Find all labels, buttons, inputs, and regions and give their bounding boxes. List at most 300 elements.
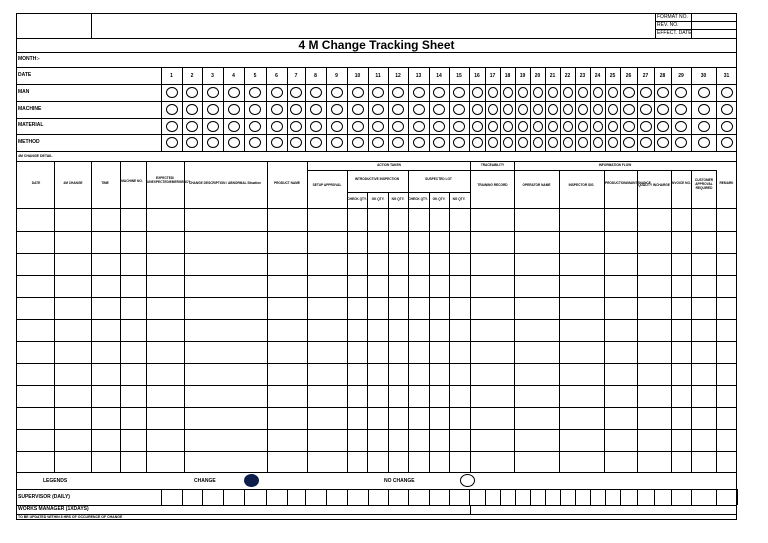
manager-bottom-line	[16, 514, 737, 515]
status-circle[interactable]	[228, 87, 240, 98]
day-number: 29	[678, 73, 684, 79]
status-circle[interactable]	[563, 104, 573, 115]
signoff-divider	[737, 489, 738, 505]
row-label-method: METHOD	[18, 139, 40, 145]
signoff-divider	[408, 489, 409, 505]
status-circle[interactable]	[271, 104, 283, 115]
status-circle[interactable]	[698, 87, 710, 98]
status-circle[interactable]	[472, 104, 483, 115]
date-row-bottom	[16, 84, 737, 85]
status-circle[interactable]	[352, 87, 364, 98]
signoff-divider	[637, 489, 638, 505]
table-col-divider	[429, 192, 430, 472]
status-circle[interactable]	[623, 121, 635, 132]
table-row-line	[16, 429, 737, 430]
table-col-divider	[604, 170, 605, 472]
signoff-divider	[590, 489, 591, 505]
status-circle[interactable]	[488, 104, 498, 115]
signoff-divider	[671, 489, 672, 505]
status-circle[interactable]	[352, 104, 364, 115]
row-label-machine: MACHINE	[18, 106, 42, 112]
table-row-line	[16, 297, 737, 298]
day-divider	[530, 67, 531, 151]
status-circle[interactable]	[472, 121, 483, 132]
day-number: 2	[190, 73, 194, 79]
status-circle[interactable]	[563, 121, 573, 132]
signoff-divider	[202, 489, 203, 505]
signoff-divider	[691, 489, 692, 505]
status-circle[interactable]	[249, 137, 261, 148]
title-bottom-line	[16, 52, 737, 53]
status-circle[interactable]	[166, 87, 178, 98]
status-circle[interactable]	[392, 121, 404, 132]
signoff-divider	[560, 489, 561, 505]
legend-bottom-line	[16, 489, 737, 490]
day-divider	[620, 67, 621, 151]
day-divider	[500, 67, 501, 151]
day-divider	[244, 67, 245, 151]
day-number: 9	[335, 73, 338, 79]
status-circle[interactable]	[657, 121, 669, 132]
status-circle[interactable]	[698, 104, 710, 115]
table-col-divider	[408, 170, 409, 472]
status-circle[interactable]	[608, 87, 618, 98]
signoff-divider	[716, 489, 717, 505]
status-circle[interactable]	[413, 137, 425, 148]
status-circle[interactable]	[271, 87, 283, 98]
status-circle[interactable]	[488, 137, 498, 148]
status-circle[interactable]	[207, 121, 219, 132]
status-circle[interactable]	[721, 87, 733, 98]
day-number: 25	[609, 73, 616, 79]
status-circle[interactable]	[290, 104, 302, 115]
status-circle[interactable]	[640, 104, 652, 115]
status-circle[interactable]	[228, 121, 240, 132]
table-col-divider	[691, 170, 692, 472]
status-circle[interactable]	[413, 87, 425, 98]
table-col-divider	[637, 170, 638, 472]
signoff-divider	[485, 489, 486, 505]
day-number: 11	[375, 73, 381, 79]
status-circle[interactable]	[518, 87, 528, 98]
table-col-divider	[559, 170, 560, 472]
signoff-divider	[620, 489, 621, 505]
table-row-line	[16, 407, 737, 408]
table-row-line	[16, 385, 737, 386]
signoff-divider	[326, 489, 327, 505]
day-divider	[368, 67, 369, 151]
status-circle[interactable]	[372, 87, 384, 98]
status-circle[interactable]	[310, 121, 322, 132]
col-inspector-sig: INSPECTOR SIG.	[568, 183, 595, 187]
table-col-divider	[347, 170, 348, 472]
day-number: 16	[474, 73, 480, 79]
day-number: 22	[564, 73, 571, 79]
signoff-divider	[654, 489, 655, 505]
day-number: 21	[549, 73, 556, 79]
grid-label-divider	[161, 67, 162, 151]
status-circle[interactable]	[518, 121, 528, 132]
status-circle[interactable]	[578, 121, 588, 132]
man-row-bottom	[16, 101, 737, 102]
day-divider	[223, 67, 224, 151]
status-circle[interactable]	[290, 137, 302, 148]
status-circle[interactable]	[433, 104, 445, 115]
status-circle[interactable]	[166, 137, 178, 148]
day-divider	[388, 67, 389, 151]
status-circle[interactable]	[472, 137, 483, 148]
status-circle[interactable]	[249, 87, 261, 98]
col-date: DATE	[31, 181, 41, 185]
status-circle[interactable]	[433, 137, 445, 148]
table-row-line	[16, 319, 737, 320]
footnote: TO BE UPDATED WITHIN 8 HRS OF OCCURENCE OF CHANGE	[18, 515, 123, 519]
status-circle[interactable]	[548, 87, 558, 98]
signoff-divider	[449, 489, 450, 505]
day-divider	[605, 67, 606, 151]
status-circle[interactable]	[533, 137, 543, 148]
rev-no-label: REV. NO.	[657, 22, 679, 28]
status-circle[interactable]	[392, 104, 404, 115]
day-divider	[347, 67, 348, 151]
table-col-divider	[716, 170, 717, 472]
day-number: 15	[456, 73, 462, 79]
status-circle[interactable]	[503, 87, 513, 98]
day-divider	[469, 67, 470, 151]
table-row-line	[16, 253, 737, 254]
status-circle[interactable]	[488, 121, 498, 132]
signoff-divider	[469, 489, 470, 505]
legend-no-change-label: NO CHANGE	[384, 478, 415, 484]
status-circle[interactable]	[548, 121, 558, 132]
status-circle[interactable]	[623, 104, 635, 115]
status-circle[interactable]	[453, 121, 465, 132]
signoff-divider	[575, 489, 576, 505]
day-divider	[449, 67, 450, 151]
table-row-line	[16, 451, 737, 452]
col-training-record: TRAINING RECORD	[477, 183, 508, 187]
month-bottom-line	[16, 67, 737, 68]
status-circle[interactable]	[392, 87, 404, 98]
row-label-material: MATERIAL	[18, 122, 44, 128]
detail-label: 4M CHANGE DETAIL	[18, 154, 53, 158]
status-circle[interactable]	[503, 104, 513, 115]
status-circle[interactable]	[271, 137, 283, 148]
day-divider	[637, 67, 638, 151]
status-circle[interactable]	[186, 87, 198, 98]
header-meta-divider	[655, 13, 656, 38]
page-title: 4 M Change Tracking Sheet	[298, 38, 455, 52]
material-row-bottom	[16, 134, 737, 135]
status-circle[interactable]	[675, 137, 687, 148]
col-customer-approval: CUSTOMER APPROVAL REQUIRED	[694, 178, 714, 190]
col-description: CHANGE DESCRIPTION / ABNORMAL Situation	[188, 181, 262, 185]
status-circle[interactable]	[503, 137, 513, 148]
status-circle[interactable]	[488, 87, 498, 98]
col-expected: EXPECTED/ UNEXPECTED/EMERGENCY	[147, 176, 191, 184]
action-subheader-line	[307, 170, 716, 171]
status-circle[interactable]	[593, 87, 603, 98]
day-divider	[202, 67, 203, 151]
col-lot-ng: NG QTY.	[452, 197, 466, 201]
change-filled-circle-icon	[244, 474, 259, 487]
day-number: 7	[294, 73, 298, 79]
status-circle[interactable]	[593, 137, 603, 148]
day-divider	[560, 67, 561, 151]
table-row-line	[16, 231, 737, 232]
status-circle[interactable]	[186, 137, 198, 148]
col-intro-inspection: INTRODUCTIVE INSPECTION	[354, 177, 400, 181]
col-product-name: PRODUCT NAME	[273, 181, 301, 185]
status-circle[interactable]	[698, 137, 710, 148]
day-number: 30	[700, 73, 707, 79]
status-circle[interactable]	[623, 87, 635, 98]
status-circle[interactable]	[518, 104, 528, 115]
signoff-divider	[287, 489, 288, 505]
day-number: 24	[594, 73, 601, 79]
status-circle[interactable]	[721, 121, 733, 132]
col-remark: REMARK	[719, 181, 734, 185]
status-circle[interactable]	[413, 121, 425, 132]
day-number: 17	[489, 73, 496, 79]
status-circle[interactable]	[593, 104, 603, 115]
status-circle[interactable]	[372, 104, 384, 115]
machine-row-bottom	[16, 118, 737, 119]
status-circle[interactable]	[657, 87, 669, 98]
status-circle[interactable]	[310, 87, 322, 98]
status-circle[interactable]	[207, 137, 219, 148]
row-label-man: MAN	[18, 89, 30, 95]
day-divider	[408, 67, 409, 151]
col-lot-ok: OK QTY.	[432, 197, 446, 201]
col-intro-ng: NG QTY.	[391, 197, 405, 201]
status-circle[interactable]	[207, 87, 219, 98]
status-circle[interactable]	[675, 87, 687, 98]
status-circle[interactable]	[166, 104, 178, 115]
col-intro-ok: OK QTY.	[371, 197, 385, 201]
status-circle[interactable]	[331, 121, 343, 132]
effect-date-label: EFFECT. DATE	[657, 30, 692, 36]
day-number: 1	[170, 73, 173, 79]
signoff-divider	[515, 489, 516, 505]
col-operator-name: OPERATOR NAME	[522, 183, 551, 187]
status-circle[interactable]	[640, 137, 652, 148]
no-change-empty-circle-icon	[460, 474, 475, 487]
status-circle[interactable]	[249, 104, 261, 115]
signoff-divider	[530, 489, 531, 505]
status-circle[interactable]	[290, 87, 302, 98]
day-number: 23	[579, 73, 586, 79]
status-circle[interactable]	[518, 137, 528, 148]
status-circle[interactable]	[331, 137, 343, 148]
day-divider	[654, 67, 655, 151]
status-circle[interactable]	[698, 121, 710, 132]
day-divider	[326, 67, 327, 151]
col-setup-approval: SETUP APPROVAL	[312, 183, 342, 187]
status-circle[interactable]	[503, 121, 513, 132]
status-circle[interactable]	[433, 87, 445, 98]
day-divider	[429, 67, 430, 151]
status-circle[interactable]	[207, 104, 219, 115]
status-circle[interactable]	[548, 104, 558, 115]
day-divider	[266, 67, 267, 151]
day-divider	[545, 67, 546, 151]
status-circle[interactable]	[453, 87, 465, 98]
signoff-divider	[545, 489, 546, 505]
manager-label: WORKS MANAGER (1XDAYS)	[18, 506, 89, 512]
signoff-divider	[347, 489, 348, 505]
month-label: MONTH:-	[18, 56, 40, 62]
legend-change-label: CHANGE	[194, 478, 216, 484]
signoff-divider	[429, 489, 430, 505]
status-circle[interactable]	[290, 121, 302, 132]
day-divider	[305, 67, 306, 151]
status-circle[interactable]	[472, 87, 483, 98]
legend-label: LEGENDS	[43, 478, 68, 484]
col-traceability: TRACEABILITY	[480, 163, 505, 167]
day-divider	[691, 67, 692, 151]
method-row-bottom	[16, 151, 737, 152]
status-circle[interactable]	[352, 121, 364, 132]
day-divider	[590, 67, 591, 151]
col-information-flow: INFORMATION FLOW	[598, 163, 632, 167]
day-number: 13	[415, 73, 422, 79]
status-circle[interactable]	[372, 137, 384, 148]
supervisor-label: SUPERVISOR (DAILY)	[18, 494, 70, 500]
day-number: 3	[211, 73, 214, 79]
status-circle[interactable]	[453, 137, 465, 148]
status-circle[interactable]	[578, 104, 588, 115]
day-number: 10	[354, 73, 361, 79]
status-circle[interactable]	[608, 121, 618, 132]
status-circle[interactable]	[433, 121, 445, 132]
status-circle[interactable]	[249, 121, 261, 132]
status-circle[interactable]	[675, 121, 687, 132]
day-number: 8	[314, 73, 317, 79]
status-circle[interactable]	[533, 87, 543, 98]
day-divider	[671, 67, 672, 151]
col-invoice-no: INVOICE NO.	[671, 181, 691, 185]
col-intro-check: CHECK QTY.	[347, 197, 367, 201]
status-circle[interactable]	[186, 104, 198, 115]
status-circle[interactable]	[721, 137, 733, 148]
status-circle[interactable]	[310, 104, 322, 115]
day-divider	[182, 67, 183, 151]
signoff-divider	[244, 489, 245, 505]
status-circle[interactable]	[413, 104, 425, 115]
status-circle[interactable]	[228, 104, 240, 115]
supervisor-bottom-line	[16, 505, 737, 506]
status-circle[interactable]	[166, 121, 178, 132]
status-circle[interactable]	[657, 137, 669, 148]
date-label: DATE	[18, 72, 32, 78]
day-number: 28	[659, 73, 666, 79]
table-col-divider	[367, 192, 368, 472]
status-circle[interactable]	[608, 137, 618, 148]
day-number: 19	[519, 73, 526, 79]
status-circle[interactable]	[352, 137, 364, 148]
table-row-line	[16, 275, 737, 276]
signoff-divider	[388, 489, 389, 505]
status-circle[interactable]	[331, 104, 343, 115]
col-4m-change: 4M CHANGE	[63, 181, 83, 185]
status-circle[interactable]	[310, 137, 322, 148]
status-circle[interactable]	[331, 87, 343, 98]
status-circle[interactable]	[578, 137, 588, 148]
signoff-divider	[305, 489, 306, 505]
day-number: 26	[625, 73, 632, 79]
day-divider	[287, 67, 288, 151]
day-number: 6	[275, 73, 278, 79]
day-divider	[485, 67, 486, 151]
day-number: 20	[534, 73, 541, 79]
day-number: 12	[395, 73, 401, 79]
status-circle[interactable]	[548, 137, 558, 148]
col-machine-no: MACHINE NO.	[121, 179, 143, 183]
status-circle[interactable]	[657, 104, 669, 115]
status-circle[interactable]	[453, 104, 465, 115]
detail-label-bottom	[16, 161, 737, 162]
status-circle[interactable]	[533, 121, 543, 132]
signoff-divider	[266, 489, 267, 505]
status-circle[interactable]	[640, 121, 652, 132]
day-number: 18	[504, 73, 511, 79]
status-circle[interactable]	[372, 121, 384, 132]
status-circle[interactable]	[578, 87, 588, 98]
table-col-divider	[671, 170, 672, 472]
signoff-divider	[470, 505, 471, 514]
table-col-divider	[449, 192, 450, 472]
status-circle[interactable]	[721, 104, 733, 115]
status-circle[interactable]	[593, 121, 603, 132]
day-divider	[515, 67, 516, 151]
day-number: 5	[253, 73, 257, 79]
format-no-label: FORMAT NO.	[657, 14, 688, 20]
status-circle[interactable]	[640, 87, 652, 98]
table-row-line	[16, 341, 737, 342]
table-row-line	[16, 363, 737, 364]
status-circle[interactable]	[533, 104, 543, 115]
col-time: TIME	[101, 181, 109, 185]
status-circle[interactable]	[271, 121, 283, 132]
day-number: 31	[723, 73, 730, 79]
col-action-taken: ACTION TAKEN	[377, 163, 401, 167]
status-circle[interactable]	[623, 137, 635, 148]
table-col-divider	[388, 192, 389, 472]
status-circle[interactable]	[563, 87, 573, 98]
table-header-bottom	[16, 208, 737, 209]
header-logo-divider	[91, 13, 92, 38]
signoff-divider	[368, 489, 369, 505]
day-divider	[716, 67, 717, 151]
status-circle[interactable]	[675, 104, 687, 115]
day-number: 27	[642, 73, 649, 79]
signoff-divider	[500, 489, 501, 505]
status-circle[interactable]	[186, 121, 198, 132]
day-number: 4	[232, 73, 235, 79]
col-suspected-lot: SUSPECTED LOT	[425, 177, 452, 181]
day-divider	[575, 67, 576, 151]
status-circle[interactable]	[608, 104, 618, 115]
signoff-divider	[605, 489, 606, 505]
status-circle[interactable]	[563, 137, 573, 148]
signoff-divider	[161, 489, 162, 505]
col-production-sig: PRODUCTION/MAINTENANCE	[605, 181, 651, 185]
status-circle[interactable]	[392, 137, 404, 148]
signoff-divider	[223, 489, 224, 505]
col-lot-check: CHECK QTY.	[408, 197, 428, 201]
status-circle[interactable]	[228, 137, 240, 148]
